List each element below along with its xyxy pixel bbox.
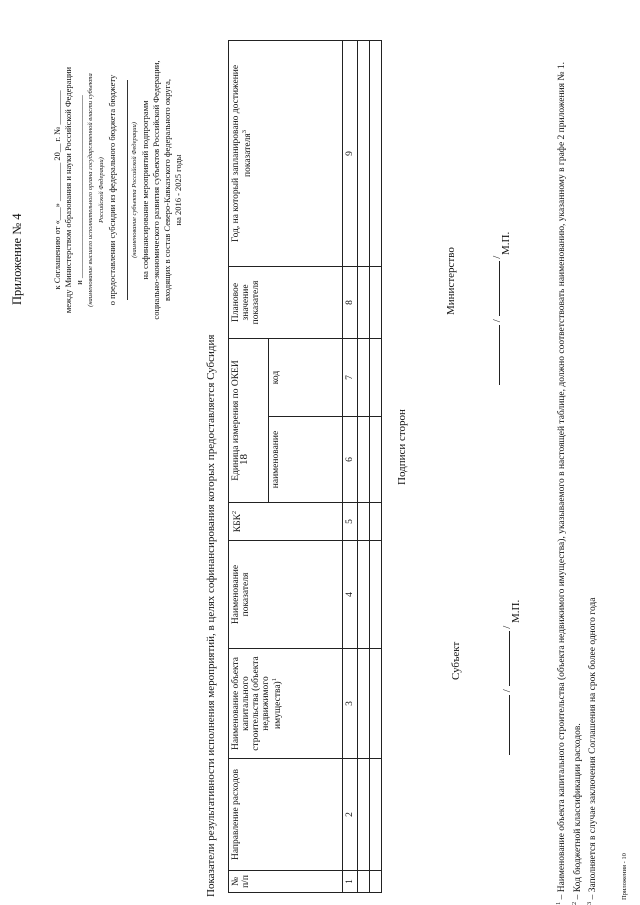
th-direction: Направление расходов <box>229 759 343 871</box>
ministry-signature-line: / / <box>487 245 505 385</box>
header-line-4: о предоставлении субсидии из федерального бюджета бюджету <box>107 74 117 306</box>
subject-stamp-mp: М.П. <box>510 599 522 623</box>
empty-cell <box>358 759 370 871</box>
empty-cell <box>358 40 370 266</box>
num-cell: 7 <box>343 338 358 416</box>
num-cell: 8 <box>343 266 358 338</box>
num-cell: 5 <box>343 503 358 541</box>
header-line-8: входящих в состав Северо-Кавказского федерального округа, <box>162 78 172 302</box>
num-cell: 4 <box>343 541 358 649</box>
th-indicator: Наименование показателя <box>229 541 343 649</box>
header-note-subject: (наименование субъекта Российской Федерации) <box>131 122 138 258</box>
empty-cell <box>370 338 382 416</box>
header-line-7: социально-экономического развития субъектов Российской Федерации, <box>151 60 161 320</box>
header-blank-line <box>118 80 128 300</box>
empty-cell <box>370 871 382 893</box>
subject-signature-line: / / <box>497 625 515 755</box>
footnote-1: $^1$ – Наименование объекта капитального строительства (объекта недвижимого имущества), указываемого в настоящей таблице, должно соответствовать наименованию, указанному в графе 2 приложения № 1. <box>555 62 568 905</box>
empty-cell <box>370 40 382 266</box>
footnote-3: $^3$ – Заполняется в случае заключения Соглашения на срок более одного года <box>586 597 599 905</box>
header-line-9: на 2016 - 2025 годы <box>173 154 183 226</box>
page-footer: Приложения - 10 <box>621 853 628 900</box>
footnotes <box>553 15 600 905</box>
empty-cell <box>358 871 370 893</box>
subject-party-label: Субъект <box>450 641 462 680</box>
num-cell: 2 <box>343 759 358 871</box>
header-line-2: между Министерством образования и науки Российской Федерации <box>63 66 73 314</box>
empty-cell <box>358 649 370 759</box>
th-year: Год, на который запланировано достижение показателя$^3$ <box>229 40 343 266</box>
appendix-title: Приложение № 4 <box>10 213 24 305</box>
empty-cell <box>370 417 382 503</box>
empty-cell <box>370 759 382 871</box>
th-unit-name: наименование <box>269 417 343 503</box>
footnote-2: $^2$ – Код бюджетной классификации расходов. <box>570 723 583 905</box>
empty-cell <box>358 417 370 503</box>
table-title: Показатели результативности исполнения мероприятий, в целях софинансирования которых предоставляется Субсидия <box>205 334 217 897</box>
ministry-party-label: Министерство <box>445 247 457 315</box>
empty-cell <box>358 266 370 338</box>
empty-cell <box>370 503 382 541</box>
indicators-table <box>228 40 382 893</box>
agreement-header <box>52 60 184 320</box>
header-note-authority: (наименование высшего исполнительного органа государственной власти субъекта Российской Федерации) <box>87 73 105 307</box>
empty-cell <box>358 338 370 416</box>
num-cell: 3 <box>343 649 358 759</box>
page-number: 18 <box>238 454 250 465</box>
empty-cell <box>370 649 382 759</box>
th-number: № п/п <box>229 871 343 893</box>
empty-cell <box>370 541 382 649</box>
num-cell: 1 <box>343 871 358 893</box>
empty-cell <box>370 266 382 338</box>
th-kbk: КБК$^2$ <box>229 503 343 541</box>
th-unit: Единица измерения по ОКЕИ <box>229 338 269 502</box>
header-line-1: к Соглашению от «___» _________ 20__ г. № ________ <box>52 90 62 290</box>
signatures-title: Подписи сторон <box>396 409 408 485</box>
ministry-stamp-mp: М.П. <box>500 231 512 255</box>
header-line-3: и ___________________________________________ <box>74 95 84 285</box>
th-unit-code: код <box>269 338 343 416</box>
num-cell: 6 <box>343 417 358 503</box>
th-object: Наименование объекта капитального строительства (объекта недвижимого имущества)$^1$ <box>229 649 343 759</box>
header-line-6: на софинансирование мероприятий подпрограмм <box>140 100 150 280</box>
empty-cell <box>358 503 370 541</box>
th-plan-value: Плановое значение показателя <box>229 266 343 338</box>
num-cell: 9 <box>343 40 358 266</box>
empty-cell <box>358 541 370 649</box>
